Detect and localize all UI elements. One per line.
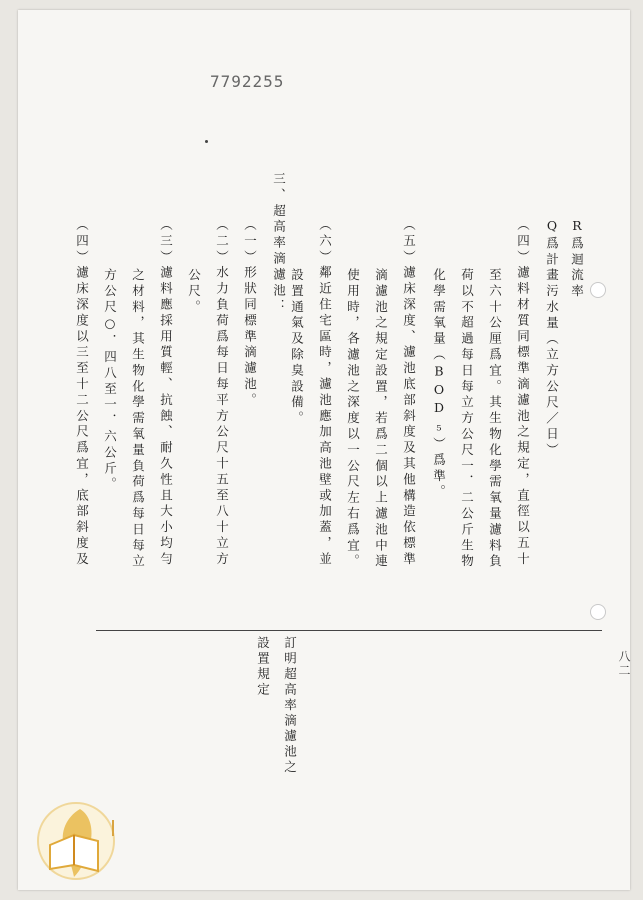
binding-hole-top: [590, 282, 606, 298]
text-column: 之材料，其生物化學需氧量負荷爲每日每立: [130, 268, 146, 571]
text-column: 至六十公厘爲宜。其生物化學需氧量濾料負: [487, 268, 503, 571]
text-column: （六）鄰近住宅區時，濾池應加高池壁或加蓋，並: [317, 218, 333, 568]
binding-hole-bottom: [590, 604, 606, 620]
archive-watermark-logo: [30, 795, 122, 887]
page-number: 八二: [617, 650, 631, 678]
stamp-number: 7792255: [210, 72, 285, 91]
text-column: 設置通氣及除臭設備。: [289, 268, 305, 427]
text-column: 三、超高率滴濾池：: [271, 172, 287, 316]
text-column: R爲迴流率: [569, 218, 585, 300]
text-column: Q爲計畫污水量（立方公尺／日）: [544, 218, 560, 459]
horizontal-divider: [96, 630, 602, 631]
margin-note-line-1: 訂明超高率滴濾池之: [282, 636, 298, 776]
text-column: （二）水力負荷爲每日每平方公尺十五至八十立方: [214, 218, 230, 568]
ink-dot: [205, 140, 208, 143]
text-column: 滴濾池之規定設置，若爲二個以上濾池中連: [373, 268, 389, 571]
text-column: （三）濾料應採用質輕、抗蝕、耐久性且大小均勻: [158, 218, 174, 568]
text-column: 方公尺○．四八至一．六公斤。: [102, 268, 118, 494]
text-column: 荷以不超過每日每立方公尺一．二公斤生物: [459, 268, 475, 571]
text-column: （四）濾床深度以三至十二公尺爲宜，底部斜度及: [74, 218, 90, 568]
margin-note-line-2: 設置規定: [255, 636, 271, 698]
text-column: （四）濾料材質同標準滴濾池之規定，直徑以五十: [515, 218, 531, 568]
edge-marker: [112, 820, 114, 836]
text-column: 使用時，各濾池之深度以一公尺左右爲宜。: [345, 268, 361, 571]
text-column: 化學需氧量（BOD₅）爲準。: [431, 268, 447, 501]
text-column: 公尺。: [186, 268, 202, 316]
text-column: （五）濾床深度、濾池底部斜度及其他構造依標準: [401, 218, 417, 568]
text-column: （一）形狀同標準滴濾池。: [242, 218, 258, 409]
